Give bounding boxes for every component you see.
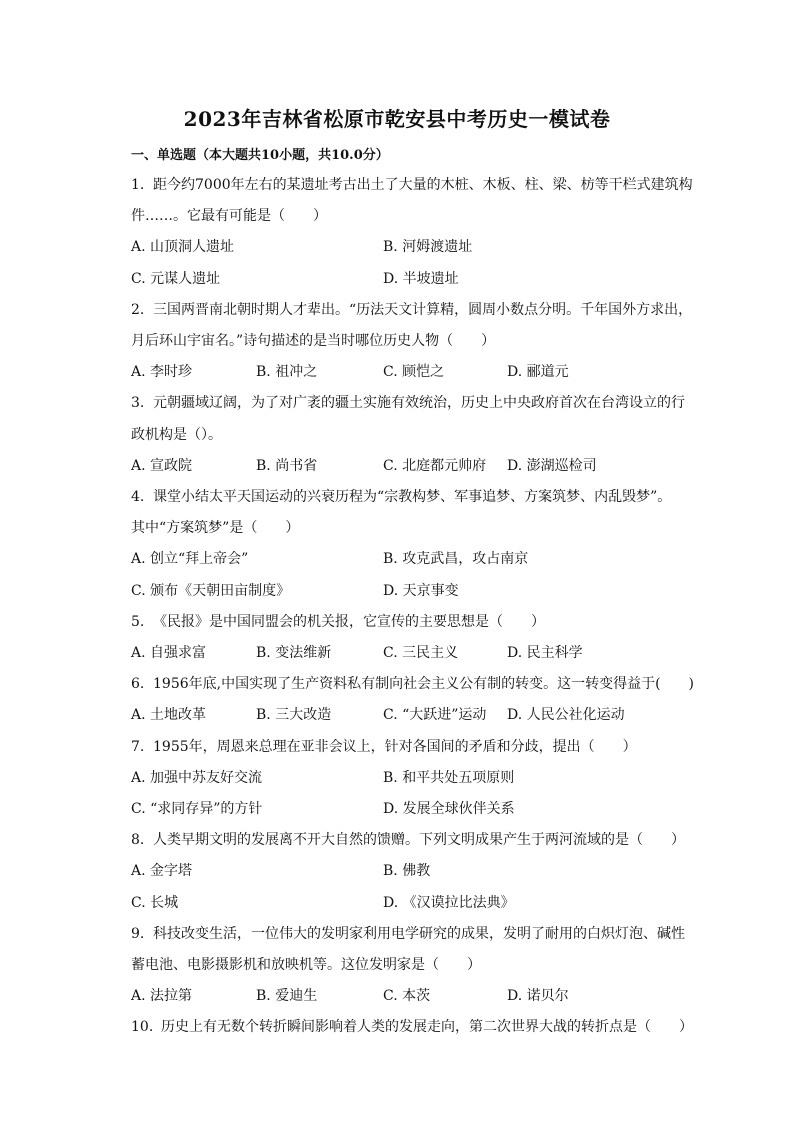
option-row	[131, 763, 691, 794]
option-row	[131, 576, 691, 607]
question-number: 1.	[131, 177, 145, 193]
answer-option[interactable]: A. 土地改革	[131, 707, 207, 724]
answer-option[interactable]: C. 颁布《天朝田亩制度》	[131, 582, 291, 599]
answer-option[interactable]: C. 北庭都元帅府	[383, 457, 487, 474]
answer-option[interactable]: C. 顾恺之	[383, 364, 445, 381]
answer-option[interactable]: D. 诺贝尔	[507, 988, 569, 1005]
question-stem	[131, 295, 692, 326]
answer-option[interactable]: D. 发展全球伙伴关系	[383, 801, 515, 817]
answer-option[interactable]: D. 澎湖巡检司	[507, 457, 597, 474]
answer-option[interactable]: D. 天京事变	[383, 582, 459, 599]
answer-option[interactable]: B. 河姆渡遗址	[383, 239, 473, 256]
option-row	[131, 544, 691, 575]
question-stem-continued: 其中“方案筑梦”是（ ）	[131, 520, 300, 537]
question-stem	[131, 607, 545, 638]
question-text: 历史上有无数个转折瞬间影响着人类的发展走向，第二次世界大战的转折点是（ ）	[161, 1019, 693, 1036]
option-row	[131, 981, 691, 1012]
question-number: 8.	[131, 832, 145, 849]
answer-option[interactable]: D. 郦道元	[507, 364, 569, 381]
question-text: 《民报》是中国同盟会的机关报，它宣传的主要思想是（ ）	[153, 613, 545, 630]
answer-option[interactable]: A. 李时珍	[131, 364, 193, 381]
answer-option[interactable]: B. 攻克武昌，攻占南京	[383, 551, 529, 568]
question-stem-continued: 政机构是（）。	[131, 426, 222, 443]
option-row	[131, 264, 691, 295]
answer-option[interactable]: B. 祖冲之	[256, 364, 318, 381]
answer-option[interactable]: C. 三民主义	[383, 645, 459, 661]
answer-option[interactable]: D. 半坡遗址	[383, 270, 459, 287]
answer-option[interactable]: D. 民主科学	[507, 645, 583, 661]
answer-option[interactable]: A. 加强中苏友好交流	[131, 769, 263, 786]
option-row	[131, 232, 691, 263]
answer-option[interactable]: D. 《汉谟拉比法典》	[383, 894, 515, 911]
question-text: 课堂小结太平天国运动的兴衰历程为“宗教构梦、军事追梦、方案筑梦、内乱毁梦”。	[153, 489, 672, 505]
answer-option[interactable]: B. 佛教	[383, 863, 431, 880]
option-row	[131, 638, 691, 669]
option-row	[131, 451, 691, 482]
option-row	[131, 357, 691, 388]
answer-option[interactable]: B. 三大改造	[256, 707, 332, 724]
answer-option[interactable]: A. 法拉第	[131, 988, 193, 1005]
answer-option[interactable]: C. 元谋人遗址	[131, 270, 221, 287]
answer-option[interactable]: B. 尚书省	[256, 457, 318, 474]
answer-option[interactable]: A. 宣政院	[131, 457, 193, 474]
answer-option[interactable]: B. 爱迪生	[256, 988, 318, 1005]
question-text: 元朝疆域辽阔，为了对广袤的疆土实施有效统治，历史上中央政府首次在台湾设立的行	[153, 395, 685, 412]
answer-option[interactable]: C. 本茨	[383, 988, 431, 1005]
answer-option[interactable]: C. “求同存异”的方针	[131, 801, 263, 817]
question-text: 科技改变生活，一位伟大的发明家利用电学研究的成果，发明了耐用的白炽灯泡、碱性	[153, 925, 685, 942]
question-stem	[131, 170, 693, 201]
question-text: 距今约7000年左右的某遗址考古出土了大量的木桩、木板、柱、梁、枋等干栏式建筑构	[153, 177, 693, 193]
question-stem-continued: 月后环山宇宙名。”诗句描述的是当时哪位历史人物（ ）	[131, 333, 496, 349]
question-number: 5.	[131, 613, 145, 630]
question-stem	[131, 388, 685, 419]
question-number: 4.	[131, 489, 145, 505]
question-number: 6.	[131, 676, 145, 693]
answer-option[interactable]: B. 变法维新	[256, 645, 332, 661]
question-number: 7.	[131, 738, 145, 755]
question-text: 三国两晋南北朝时期人才辈出。“历法天文计算精，圆周小数点分明。千年国外方求出，	[153, 301, 693, 318]
question-text: 人类早期文明的发展离不开大自然的馈赠。下列文明成果产生于两河流域的是（ ）	[153, 832, 685, 849]
question-number: 9.	[131, 925, 145, 942]
page-title: 2023年吉林省松原市乾安县中考历史一模试卷	[183, 107, 611, 131]
question-stem	[131, 482, 671, 513]
answer-option[interactable]: A. 自强求富	[131, 645, 207, 661]
answer-option[interactable]: A. 创立“拜上帝会”	[131, 551, 249, 568]
question-number: 10.	[131, 1019, 154, 1036]
option-row	[131, 794, 691, 825]
answer-option[interactable]: A. 山顶洞人遗址	[131, 239, 235, 256]
question-stem-continued: 蓄电池、电影摄影机和放映机等。这位发明家是（ ）	[131, 957, 481, 973]
question-stem	[131, 1012, 693, 1043]
section-heading: 一、单选题（本大题共10小题，共10.0分）	[131, 148, 389, 163]
question-number: 2.	[131, 301, 145, 318]
answer-option[interactable]: B. 和平共处五项原则	[383, 769, 515, 786]
question-stem-continued: 件……。它最有可能是（ ）	[131, 208, 327, 225]
question-stem	[131, 669, 694, 700]
option-row	[131, 700, 691, 731]
question-stem	[131, 732, 637, 763]
answer-option[interactable]: D. 人民公社化运动	[507, 707, 625, 724]
answer-option[interactable]: A. 金字塔	[131, 863, 193, 880]
question-text: 1956年底,中国实现了生产资料私有制向社会主义公有制的转变。这一转变得益于( )	[153, 676, 695, 693]
question-text: 1955年，周恩来总理在亚非会议上，针对各国间的矛盾和分歧，提出（ ）	[153, 738, 637, 755]
question-stem	[131, 919, 685, 950]
answer-option[interactable]: C. “大跃进”运动	[383, 707, 487, 724]
option-row	[131, 856, 691, 887]
answer-option[interactable]: C. 长城	[131, 894, 179, 911]
question-stem	[131, 825, 685, 856]
option-row	[131, 888, 691, 919]
question-number: 3.	[131, 395, 145, 412]
